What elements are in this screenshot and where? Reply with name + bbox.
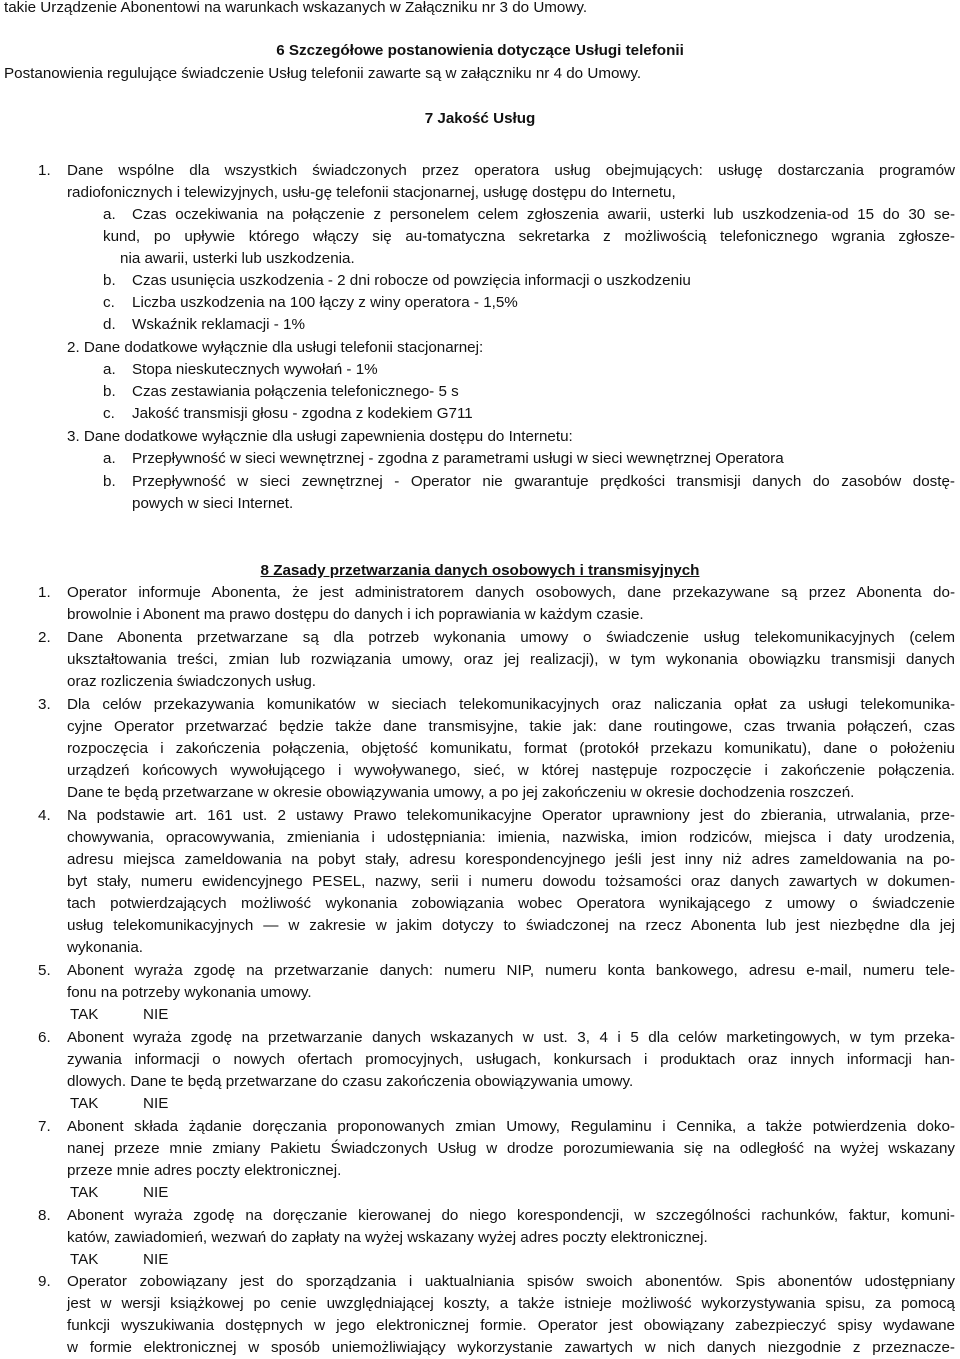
- item-letter: b.: [103, 473, 116, 490]
- paragraph-line: Przepływność w sieci wewnętrznej - zgodna z parametrami usługi w sieci wewnętrznej Operatora: [132, 450, 784, 467]
- paragraph-line: radiofonicznych i telewizyjnych, usłu-gę telefonii stacjonarnej, usługę dostępu do Internetu,: [67, 184, 676, 201]
- paragraph-line: Dla celów przekazywania komunikatów w sieciach telekomunikacyjnych oraz naliczania opłat za usługi telekomunika-: [67, 696, 955, 713]
- paragraph-line: Dane te będą przetwarzane w okresie obowiązywania umowy, a po jej zakończeniu w okresie dochodzenia roszczeń.: [67, 784, 855, 801]
- item-letter: a.: [103, 206, 116, 223]
- paragraph-line: kund, po upływie którego włączy się au-tomatyczna sekretarka z możliwością telefonicznego wgrania zgłosze-: [103, 228, 955, 245]
- paragraph-line: Abonent wyraża zgodę na przetwarzanie danych: numeru NIP, numeru konta bankowego, adresu e-mail, numeru tele-: [67, 962, 955, 979]
- paragraph-line: Operator informuje Abonenta, że jest administratorem danych osobowych, dane przekazywane są przez Abonenta do-: [67, 584, 955, 601]
- item-letter: b.: [103, 272, 116, 289]
- consent-tak-option[interactable]: TAK: [70, 1095, 99, 1112]
- paragraph-line: Dane wspólne dla wszystkich świadczonych przez operatora usług obejmujących: usługę dostarczania programów: [67, 162, 955, 179]
- item-number: 7.: [38, 1118, 51, 1135]
- item-letter: c.: [103, 294, 115, 311]
- item-letter: d.: [103, 316, 116, 333]
- section-6-text: Postanowienia regulujące świadczenie Usług telefonii zawarte są w załączniku nr 4 do Umowy.: [4, 65, 642, 82]
- paragraph-line: Przepływność w sieci zewnętrznej - Operator nie gwarantuje prędkości transmisji danych do zasobów dostę-: [132, 473, 955, 490]
- paragraph-line: 3. Dane dodatkowe wyłącznie dla usługi zapewnienia dostępu do Internetu:: [67, 428, 573, 445]
- paragraph-line: 2. Dane dodatkowe wyłącznie dla usługi telefonii stacjonarnej:: [67, 339, 484, 356]
- paragraph-line: urządzeń końcowych wywołującego i wywoływanego, sieć, w której następuje rozpoczęcie i zakończenie połączenia.: [67, 762, 955, 779]
- paragraph-line: Operator zobowiązany jest do sporządzania i uaktualniania spisów swoich abonentów. Spis abonentów udostępniany: [67, 1273, 955, 1290]
- section-7-heading: 7 Jakość Usług: [424, 110, 536, 127]
- item-number: 6.: [38, 1029, 51, 1046]
- section-6-heading: 6 Szczegółowe postanowienia dotyczące Usługi telefonii: [276, 42, 684, 59]
- item-number: 3.: [38, 696, 51, 713]
- paragraph-line: Abonent składa żądanie doręczania proponowanych zmian Umowy, Regulaminu i Cennika, a także potwierdzenia doko-: [67, 1118, 955, 1135]
- paragraph-line: tach potwierdzających możliwość wykonania zobowiązania wobec Operatora wynikającego z umowy o świadczenie: [67, 895, 955, 912]
- paragraph-line: nanej przeze mnie zmiany Pakietu Świadczonych Usług w drodze porozumiewania się na odległość na wyżej wskazany: [67, 1140, 955, 1157]
- paragraph-line: Dane Abonenta przetwarzane są dla potrzeb wykonania umowy o świadczenie usług telekomunikacyjnych (celem: [67, 629, 955, 646]
- paragraph-line: Na podstawie art. 161 ust. 2 ustawy Prawo telekomunikacyjne Operator uprawniony jest do zbierania, utrwalania, prze-: [67, 807, 955, 824]
- consent-tak-option[interactable]: TAK: [70, 1251, 99, 1268]
- paragraph-line: Jakość transmisji głosu - zgodna z kodekiem G711: [132, 405, 473, 422]
- paragraph-line: Abonent wyraża zgodę na przetwarzanie danych wskazanych w ust. 3, 4 i 5 dla celów marketingowych, w tym przeka-: [67, 1029, 955, 1046]
- consent-nie-option[interactable]: NIE: [143, 1095, 169, 1112]
- item-number: 2.: [38, 629, 51, 646]
- item-number: 4.: [38, 807, 51, 824]
- item-number: 9.: [38, 1273, 51, 1290]
- paragraph-line: zywania informacji o nowych ofertach promocyjnych, usługach, konkursach i produktach oraz innych informacji han-: [67, 1051, 955, 1068]
- item-letter: c.: [103, 405, 115, 422]
- section-8-heading: 8 Zasady przetwarzania danych osobowych i transmisyjnych: [260, 562, 700, 579]
- paragraph-line: Wskaźnik reklamacji - 1%: [132, 316, 306, 333]
- item-number: 1.: [38, 584, 51, 601]
- item-letter: a.: [103, 450, 116, 467]
- paragraph-line: rozpoczęcia i zakończenia połączenia, objętość komunikatu, format (protokół przekazu komunikatu), dane o położeniu: [67, 740, 955, 757]
- paragraph-line: chowywania, opracowywania, zmieniania i udostępniania: imienia, nazwiska, imion rodziców, miejsca i daty urodzenia,: [67, 829, 955, 846]
- continuation-line: takie Urządzenie Abonentowi na warunkach wskazanych w Załączniku nr 3 do Umowy.: [4, 0, 588, 16]
- consent-nie-option[interactable]: NIE: [143, 1251, 169, 1268]
- paragraph-line: oraz rozliczenia świadczonych usług.: [67, 673, 317, 690]
- paragraph-line: ukształtowania treści, zmian lub rozwiązania umowy, oraz jej realizacji), w tym wykonania obowiązku transmisji danych: [67, 651, 955, 668]
- paragraph-line: browolnie i Abonent ma prawo dostępu do danych i ich poprawiania w każdym czasie.: [67, 606, 644, 623]
- paragraph-line: cyjne Operator przetwarzać będzie także dane transmisyjne, takie jak: dane routingowe, czas trwania połączeń, czas: [67, 718, 955, 735]
- item-letter: b.: [103, 383, 116, 400]
- consent-nie-option[interactable]: NIE: [143, 1184, 169, 1201]
- paragraph-line: Czas zestawiania połączenia telefonicznego- 5 s: [132, 383, 459, 400]
- paragraph-line: powych w sieci Internet.: [132, 495, 294, 512]
- paragraph-line: przeze mnie adres poczty elektronicznej.: [67, 1162, 342, 1179]
- consent-tak-option[interactable]: TAK: [70, 1006, 99, 1023]
- consent-tak-option[interactable]: TAK: [70, 1184, 99, 1201]
- paragraph-line: usług telekomunikacyjnych — w zakresie w jakim dotyczy to świadczonej na rzecz Abonenta lub jest niezbędne dla jej: [67, 917, 955, 934]
- paragraph-line: byt stały, numeru ewidencyjnego PESEL, nazwy, serii i numeru dowodu tożsamości oraz danych zawartych w dokumen-: [67, 873, 955, 890]
- paragraph-line: Liczba uszkodzenia na 100 łączy z winy operatora - 1,5%: [132, 294, 518, 311]
- paragraph-line: dlowych. Dane te będą przetwarzane do czasu zakończenia obowiązywania umowy.: [67, 1073, 634, 1090]
- item-letter: a.: [103, 361, 116, 378]
- paragraph-line: Abonent wyraża zgodę na doręczanie kierowanej do niego korespondencji, w szczególności rachunków, faktur, komuni-: [67, 1207, 955, 1224]
- paragraph-line: Stopa nieskutecznych wywołań - 1%: [132, 361, 378, 378]
- item-number: 8.: [38, 1207, 51, 1224]
- paragraph-line: katów, zawiadomień, wezwań do zapłaty na wyżej wskazany wyżej adres poczty elektronicznej.: [67, 1229, 708, 1246]
- item-number: 5.: [38, 962, 51, 979]
- consent-nie-option[interactable]: NIE: [143, 1006, 169, 1023]
- paragraph-line: w formie elektronicznej w sposób uniemożliwiający wykorzystanie zawartych w nich danych niezgodnie z przeznacze-: [67, 1339, 955, 1356]
- paragraph-line: Czas usunięcia uszkodzenia - 2 dni robocze od powzięcia informacji o uszkodzeniu: [132, 272, 691, 289]
- item-number: 1.: [38, 162, 51, 179]
- paragraph-line: adresu miejsca zameldowania na pobyt stały, adresu korespondencyjnego jeśli jest inny niż adres zameldowania na po-: [67, 851, 955, 868]
- paragraph-line: wykonania.: [67, 939, 143, 956]
- paragraph-line: fonu na potrzeby wykonania umowy.: [67, 984, 312, 1001]
- paragraph-line: funkcji wyszukiwania dostępnych w jego elektronicznej formie. Operator jest obowiązany zabezpieczyć spisy wydawane: [67, 1317, 955, 1334]
- paragraph-line: nia awarii, usterki lub uszkodzenia.: [120, 250, 355, 267]
- paragraph-line: jest w wersji książkowej po cenie uwzględniającej koszty, a także istnieje możliwość wykorzystywania spisu, za pomocą: [67, 1295, 955, 1312]
- paragraph-line: Czas oczekiwania na połączenie z personelem celem zgłoszenia awarii, usterki lub uszkodzenia-od 15 do 30 se-: [132, 206, 955, 223]
